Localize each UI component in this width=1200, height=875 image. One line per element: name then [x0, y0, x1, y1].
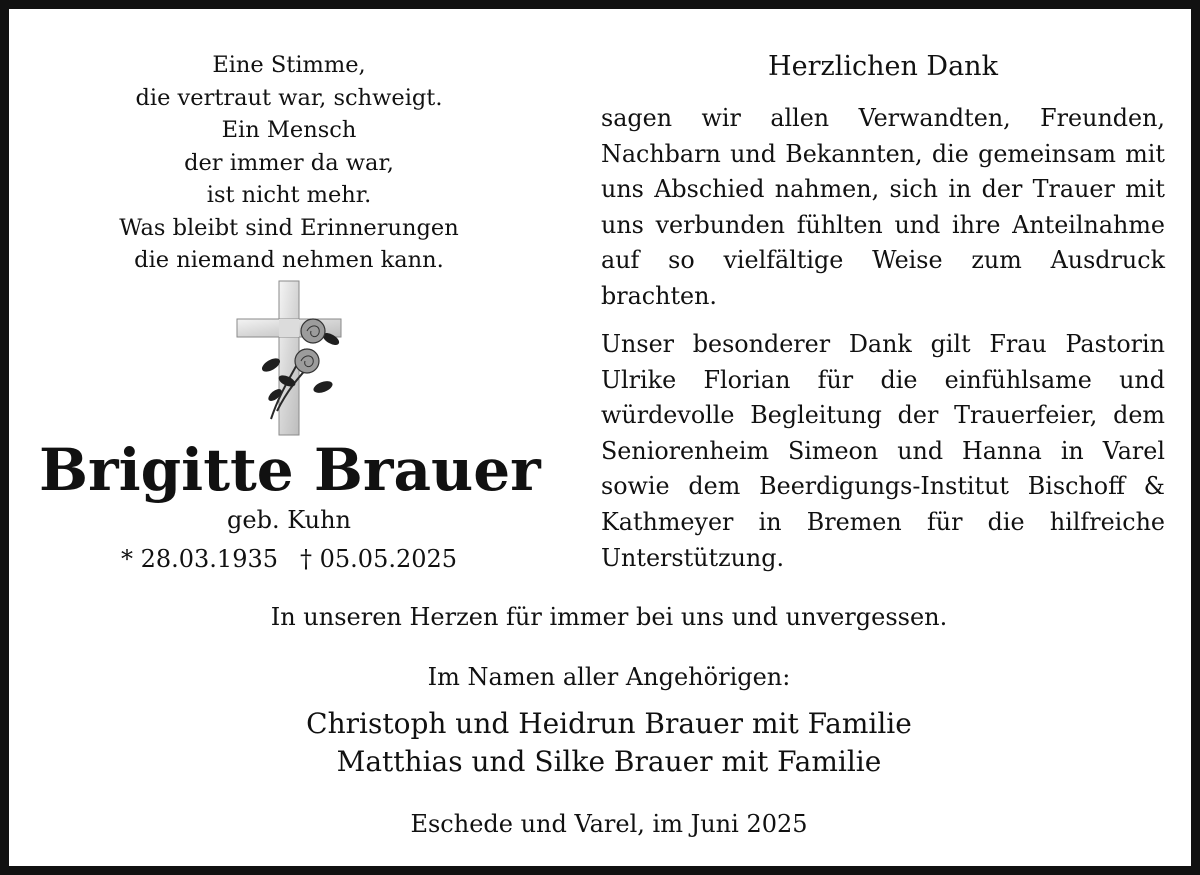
poem	[99, 49, 479, 277]
poem-line: Eine Stimme,	[212, 52, 366, 78]
place-and-date: Eschede und Varel, im Juni 2025	[410, 810, 808, 838]
poem-line: die niemand nehmen kann.	[134, 247, 444, 273]
poem-line: Ein Mensch	[221, 117, 357, 143]
birth-date: * 28.03.1935	[120, 545, 278, 573]
cross-with-roses-icon	[231, 279, 349, 437]
family-name: Matthias und Silke Brauer mit Familie	[336, 745, 882, 778]
life-dates	[89, 541, 489, 577]
deceased-name: Brigitte Brauer	[39, 436, 541, 504]
poem-line: die vertraut war, schweigt.	[135, 84, 443, 111]
poem-line: Was bleibt sind Erinnerungen	[119, 214, 459, 241]
poem-line: der immer da war,	[184, 149, 394, 176]
thanks-heading: Herzlichen Dank	[768, 51, 998, 82]
on-behalf-line: Im Namen aller Angehörigen:	[427, 663, 791, 691]
family-name: Christoph und Heidrun Brauer mit Familie	[306, 707, 912, 740]
thanks-paragraph: sagen wir allen Verwandten, Freunden, Nachbarn und Bekannten, die gemeinsam mit uns Abschied nahmen, sich in der Trauer mit uns verbunden fühlten und ihre Anteilnahme auf so vielfältige Weise zum Ausdruck brachten.	[601, 104, 1165, 310]
poem-line: ist nicht mehr.	[206, 182, 372, 208]
thanks-paragraph: Unser besonderer Dank gilt Frau Pastorin Ulrike Florian für die einfühlsame und würdevolle Begleitung der Trauerfeier, dem Seniorenheim Simeon und Hanna in Varel sowie dem Beerdigungs-Institut Bischoff & Kathmeyer in Bremen für die hilfreiche Unterstützung.	[601, 330, 1165, 572]
maiden-name: geb. Kuhn	[227, 506, 351, 534]
memorial-motto: In unseren Herzen für immer bei uns und unvergessen.	[270, 603, 948, 631]
death-date: † 05.05.2025	[300, 545, 458, 573]
